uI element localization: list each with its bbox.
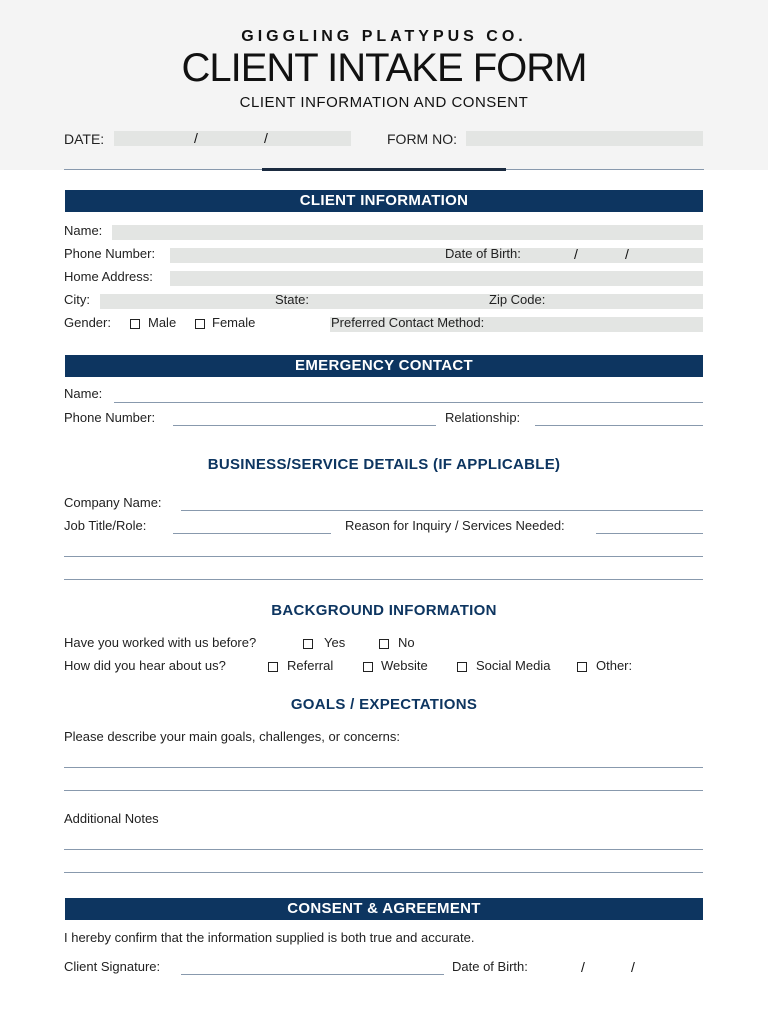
signature-field[interactable] bbox=[181, 974, 444, 975]
client-phone-label: Phone Number: bbox=[64, 246, 156, 261]
client-phone-field[interactable] bbox=[170, 248, 703, 263]
referral-label: Referral bbox=[287, 658, 334, 673]
page-title: CLIENT INTAKE FORM bbox=[181, 46, 587, 90]
reason-field-line[interactable] bbox=[64, 579, 703, 580]
reason-field-line[interactable] bbox=[64, 556, 703, 557]
emergency-name-field[interactable] bbox=[114, 402, 703, 403]
emergency-phone-field[interactable] bbox=[173, 425, 436, 426]
worked-before-label: Have you worked with us before? bbox=[64, 635, 257, 650]
consent-statement: I hereby confirm that the information supplied is both true and accurate. bbox=[64, 930, 475, 945]
company-name: GIGGLING PLATYPUS CO. bbox=[241, 28, 527, 45]
worked-before-no-label: No bbox=[398, 635, 415, 650]
section-header-emergency-contact: EMERGENCY CONTACT bbox=[65, 355, 703, 377]
date-separator: / bbox=[574, 246, 578, 262]
section-header-business-details: BUSINESS/SERVICE DETAILS (IF APPLICABLE) bbox=[207, 456, 561, 473]
referral-checkbox[interactable] bbox=[268, 662, 278, 672]
goals-describe-label: Please describe your main goals, challenges, or concerns: bbox=[64, 729, 401, 744]
relationship-label: Relationship: bbox=[445, 410, 521, 425]
goals-field-line[interactable] bbox=[64, 767, 703, 768]
job-title-field[interactable] bbox=[173, 533, 331, 534]
section-header-goals: GOALS / EXPECTATIONS bbox=[290, 696, 478, 713]
client-address-field[interactable] bbox=[170, 271, 703, 286]
form-no-field[interactable] bbox=[466, 131, 703, 146]
job-title-label: Job Title/Role: bbox=[64, 518, 147, 533]
date-separator: / bbox=[631, 959, 635, 975]
gender-female-checkbox[interactable] bbox=[195, 319, 205, 329]
other-checkbox[interactable] bbox=[577, 662, 587, 672]
company-name-label: Company Name: bbox=[64, 495, 162, 510]
other-label: Other: bbox=[596, 658, 633, 673]
date-label: DATE: bbox=[64, 131, 105, 147]
company-name-field[interactable] bbox=[181, 510, 703, 511]
emergency-phone-label: Phone Number: bbox=[64, 410, 156, 425]
gender-female-label: Female bbox=[212, 315, 256, 330]
consent-dob-label: Date of Birth: bbox=[452, 959, 528, 974]
gender-label: Gender: bbox=[64, 315, 111, 330]
client-name-field[interactable] bbox=[112, 225, 703, 240]
notes-field-line[interactable] bbox=[64, 872, 703, 873]
client-state-label: State: bbox=[275, 292, 309, 307]
date-field[interactable] bbox=[114, 131, 351, 146]
social-media-checkbox[interactable] bbox=[457, 662, 467, 672]
header-divider-accent bbox=[262, 168, 506, 171]
date-separator: / bbox=[194, 130, 198, 146]
section-header-background-information: BACKGROUND INFORMATION bbox=[271, 602, 497, 619]
emergency-name-label: Name: bbox=[64, 386, 103, 401]
client-address-label: Home Address: bbox=[64, 269, 153, 284]
date-separator: / bbox=[625, 246, 629, 262]
worked-before-yes-checkbox[interactable] bbox=[303, 639, 313, 649]
goals-field-line[interactable] bbox=[64, 790, 703, 791]
signature-label: Client Signature: bbox=[64, 959, 161, 974]
section-header-consent: CONSENT & AGREEMENT bbox=[65, 898, 703, 920]
reason-field[interactable] bbox=[596, 533, 703, 534]
notes-field-line[interactable] bbox=[64, 849, 703, 850]
worked-before-no-checkbox[interactable] bbox=[379, 639, 389, 649]
gender-male-label: Male bbox=[148, 315, 177, 330]
website-checkbox[interactable] bbox=[363, 662, 373, 672]
contact-method-label: Preferred Contact Method: bbox=[331, 315, 485, 330]
client-name-label: Name: bbox=[64, 223, 103, 238]
hear-about-label: How did you hear about us? bbox=[64, 658, 226, 673]
social-media-label: Social Media bbox=[476, 658, 551, 673]
client-zip-label: Zip Code: bbox=[489, 292, 546, 307]
additional-notes-label: Additional Notes bbox=[64, 811, 159, 826]
section-header-client-information: CLIENT INFORMATION bbox=[65, 190, 703, 212]
website-label: Website bbox=[381, 658, 428, 673]
reason-label: Reason for Inquiry / Services Needed: bbox=[345, 518, 565, 533]
gender-male-checkbox[interactable] bbox=[130, 319, 140, 329]
date-separator: / bbox=[581, 959, 585, 975]
date-separator: / bbox=[264, 130, 268, 146]
client-dob-label: Date of Birth: bbox=[445, 246, 521, 261]
client-city-label: City: bbox=[64, 292, 90, 307]
client-city-field[interactable] bbox=[100, 294, 703, 309]
form-no-label: FORM NO: bbox=[387, 131, 457, 147]
page-subtitle: CLIENT INFORMATION AND CONSENT bbox=[239, 94, 529, 111]
worked-before-yes-label: Yes bbox=[324, 635, 346, 650]
relationship-field[interactable] bbox=[535, 425, 703, 426]
